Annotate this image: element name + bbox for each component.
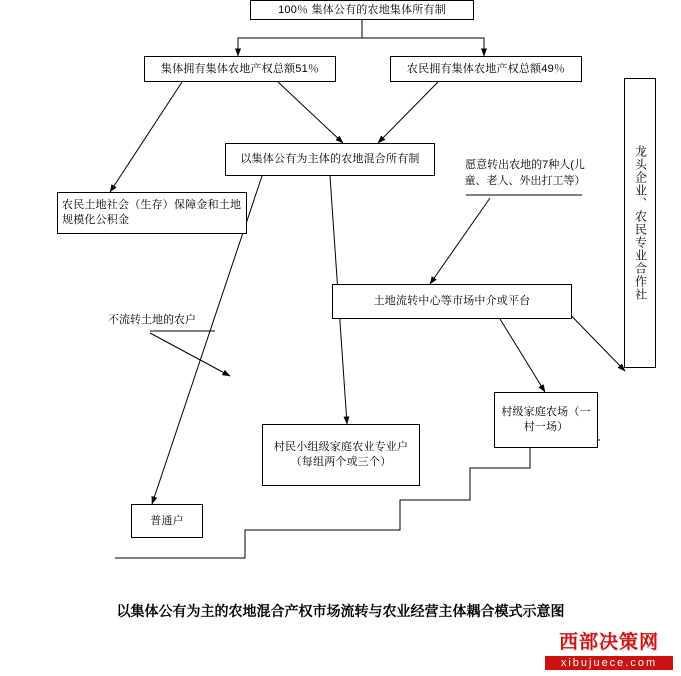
node-farmer-share — [390, 56, 582, 82]
watermark-sub-text: xibujuece.com — [545, 656, 673, 670]
label-no-transfer-household — [82, 310, 222, 330]
node-ordinary-household — [131, 504, 203, 538]
node-social-security-fund — [57, 192, 247, 234]
node-collective-share-label: 集体拥有集体农地产权总额51％ — [160, 62, 320, 75]
node-transfer-center — [332, 284, 572, 319]
node-collective-share — [144, 56, 336, 82]
node-social-security-fund-label: 农民土地社会（生存）保障金和土地规模化公积金 — [62, 199, 242, 226]
node-ordinary-household-label: 普通户 — [150, 514, 184, 527]
node-top-collective-ownership — [250, 0, 474, 20]
node-village-group-farm-label: 村民小组级家庭农业专业户（每组两个或三个） — [273, 441, 409, 468]
watermark — [545, 627, 673, 670]
node-top-collective-ownership-label: 100％ 集体公有的农地集体所有制 — [278, 3, 446, 16]
node-transfer-center-label: 土地流转中心等市场中介或平台 — [373, 295, 531, 307]
label-willing-transfer — [460, 150, 590, 196]
label-willing-transfer-text: 愿意转出农地的7种人(儿童、老人、外出打工等） — [464, 159, 586, 187]
node-leading-enterprise — [624, 78, 656, 368]
node-leading-enterprise-label: 龙头企业、农民专业合作社 — [633, 145, 648, 301]
node-village-farm-label: 村级家庭农场（一村一场） — [501, 406, 591, 433]
node-mixed-ownership-label: 以集体公有为主体的农地混合所有制 — [240, 153, 420, 165]
diagram-caption — [0, 601, 681, 621]
node-farmer-share-label: 农民拥有集体农地产权总额49％ — [406, 62, 566, 75]
label-no-transfer-household-text: 不流转土地的农户 — [108, 314, 196, 326]
diagram-caption-text: 以集体公有为主的农地混合产权市场流转与农业经营主体耦合模式示意图 — [116, 605, 565, 620]
node-mixed-ownership — [225, 143, 435, 176]
watermark-main-text: 西部决策网 — [558, 632, 659, 653]
node-village-farm — [494, 392, 598, 448]
node-village-group-farm — [262, 424, 420, 486]
